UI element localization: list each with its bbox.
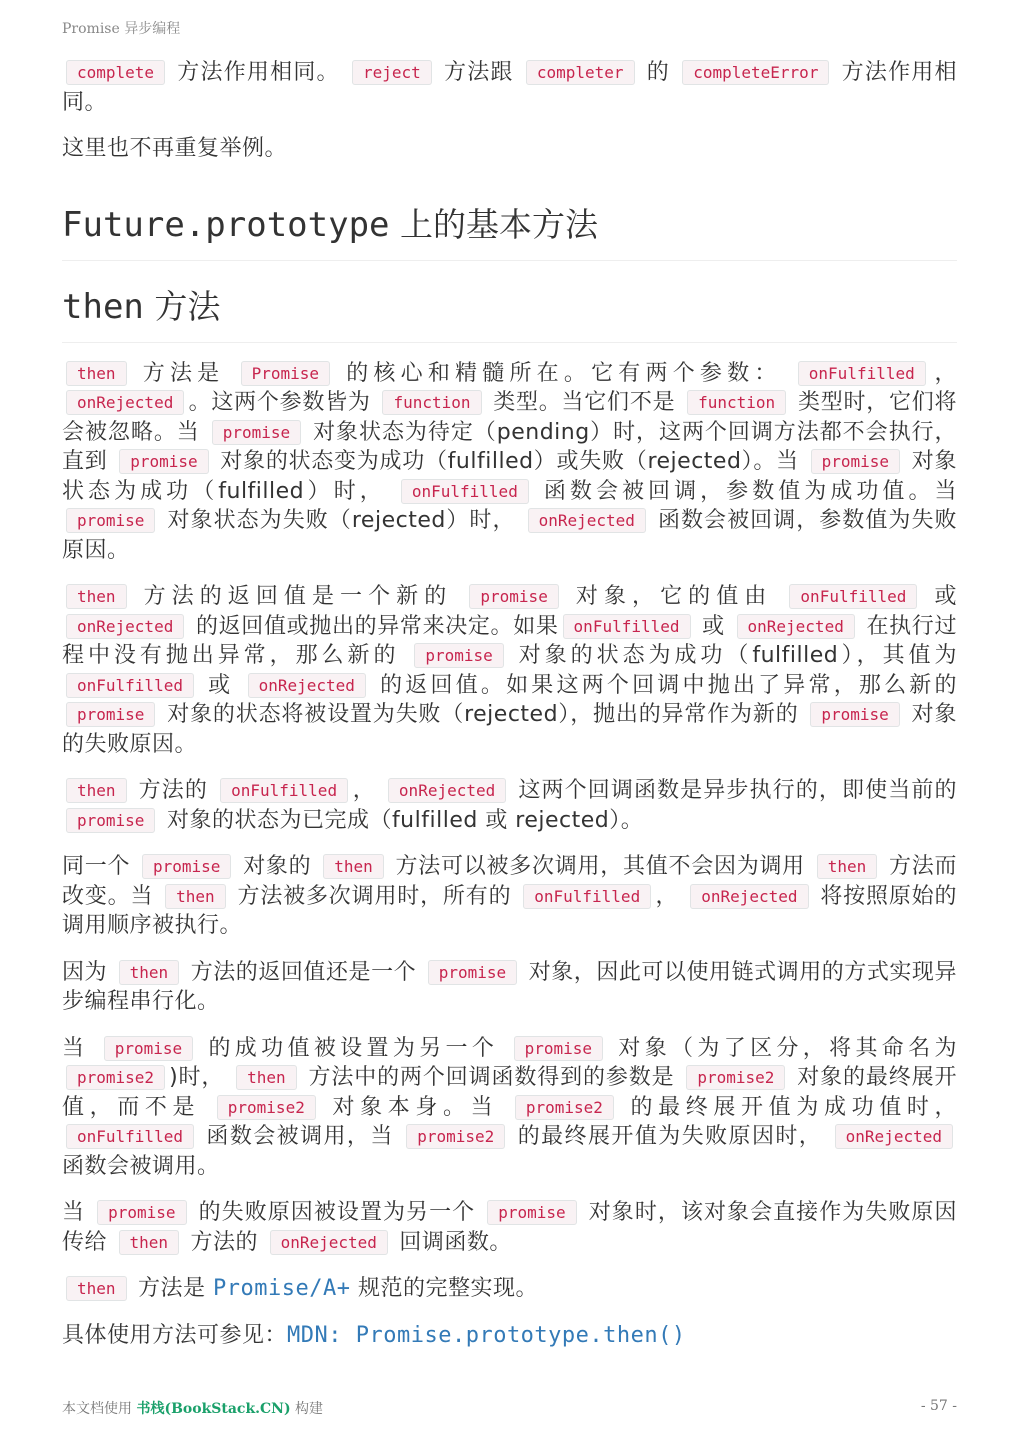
inline-code: promise xyxy=(514,1036,603,1061)
inline-code: promise xyxy=(66,808,155,833)
inline-code: then xyxy=(323,854,384,879)
inline-code: onRejected xyxy=(270,1230,388,1255)
running-header: Promise 异步编程 xyxy=(62,21,181,37)
inline-code: onFulfilled xyxy=(220,778,348,803)
inline-code: then xyxy=(66,361,127,386)
inline-code: then xyxy=(165,884,226,909)
mdn-then-link[interactable]: MDN: Promise.prototype.then() xyxy=(287,1322,686,1348)
inline-code: promise xyxy=(119,449,208,474)
inline-code: promise2 xyxy=(686,1065,785,1090)
inline-code: promise xyxy=(487,1200,576,1225)
bookstack-link[interactable]: 书栈(BookStack.CN) xyxy=(136,1401,291,1417)
inline-code: then xyxy=(66,1276,127,1301)
inline-code: completer xyxy=(526,60,635,85)
inline-code: promise xyxy=(428,960,517,985)
inline-code: promise xyxy=(97,1200,186,1225)
inline-code: promise xyxy=(811,449,900,474)
page-footer: 本文档使用 书栈(BookStack.CN) 构建 - 57 - xyxy=(62,1398,957,1417)
inline-code: onFulfilled xyxy=(798,361,926,386)
inline-code: promise xyxy=(212,420,301,445)
inline-code: onRejected xyxy=(66,614,184,639)
inline-code: promise xyxy=(104,1036,193,1061)
inline-code: onRejected xyxy=(528,508,646,533)
inline-code: then xyxy=(66,584,127,609)
inline-code: function xyxy=(382,390,481,415)
paragraph-then-async: then 方法的 onFulfilled ， onRejected 这两个回调函数是异步执行的，即使当前的 promise 对象的状态为已完成（fulfilled 或 rejected）。 xyxy=(62,776,957,835)
inline-code: onRejected xyxy=(248,673,366,698)
paragraph-then-multiple: 同一个 promise 对象的 then 方法可以被多次调用，其值不会因为调用 then 方法而改变。当 then 方法被多次调用时，所有的 onFulfilled ， onRejected 将按照原始的调用顺序被执行。 xyxy=(62,854,957,938)
inline-code: onFulfilled xyxy=(401,479,529,504)
section-heading-future-prototype: Future.prototype 上的基本方法 xyxy=(62,181,957,261)
promise-aplus-link[interactable]: Promise/A+ xyxy=(213,1276,351,1301)
inline-code: promise xyxy=(810,702,899,727)
inline-code: completeError xyxy=(682,60,829,85)
inline-code: complete xyxy=(66,60,165,85)
inline-code: promise xyxy=(66,702,155,727)
paragraph-then-return: then 方法的返回值是一个新的 promise 对象，它的值由 onFulfilled 或 onRejected 的返回值或抛出的异常来决定。如果 onFulfilled 或 onRejected 在执行过程中没有抛出异常，那么新的 promise 对象的状态为成功（fulfilled），其值为 onFulfilled 或 onRejected 的返回值。如果这两个回调中抛出了异常，那么新的 promise 对象的状态将被设置为失败（rejected），抛出的异常作为新的 promise 对象的失败原因。 xyxy=(62,584,957,757)
inline-code: onRejected xyxy=(66,390,184,415)
inline-code: onRejected xyxy=(737,614,855,639)
paragraph-mdn: 具体使用方法可参见：MDN: Promise.prototype.then() xyxy=(62,1322,686,1348)
inline-code: promise2 xyxy=(515,1095,614,1120)
inline-code: then xyxy=(236,1065,297,1090)
inline-code: onFulfilled xyxy=(563,614,691,639)
document-body xyxy=(62,58,957,1367)
section-heading-then: then 方法 xyxy=(62,261,957,343)
inline-code: onFulfilled xyxy=(66,673,194,698)
page-number: - 57 - xyxy=(920,1398,957,1414)
inline-code: onFulfilled xyxy=(523,884,651,909)
inline-code: Promise xyxy=(241,361,330,386)
inline-code: promise2 xyxy=(406,1124,505,1149)
inline-code: reject xyxy=(352,60,432,85)
inline-code: onRejected xyxy=(388,778,506,803)
inline-code: onFulfilled xyxy=(66,1124,194,1149)
inline-code: then xyxy=(66,778,127,803)
paragraph-spec: then 方法是 Promise/A+ 规范的完整实现。 xyxy=(62,1274,957,1304)
paragraph-then-core: then 方法是 Promise 的核心和精髓所在。它有两个参数： onFulfilled ， onRejected 。这两个参数皆为 function 类型。当它们不是 function 类型时，它们将会被忽略。当 promise 对象状态为待定（pending）时，这两个回调方法都不会执行，直到 promise 对象的状态变为成功（fulfilled）或失败（rejected）。当 promise 对象状态为成功（fulfilled）时， onFulfilled 函数会被回调，参数值为成功值。当 promise 对象状态为失败（rejected）时， onRejected 函数会被回调，参数值为失败原因。 xyxy=(62,360,958,563)
inline-code: function xyxy=(687,390,786,415)
inline-code: promise2 xyxy=(66,1065,165,1090)
inline-code: promise xyxy=(66,508,155,533)
inline-code: promise xyxy=(142,854,231,879)
inline-code: promise2 xyxy=(217,1095,316,1120)
inline-code: then xyxy=(119,960,180,985)
inline-code: onRejected xyxy=(835,1124,953,1149)
paragraph-no-repeat: 这里也不再重复举例。 xyxy=(62,136,288,161)
paragraph-promise-reject: 当 promise 的失败原因被设置为另一个 promise 对象时，该对象会直接作为失败原因传给 then 方法的 onRejected 回调函数。 xyxy=(62,1200,957,1255)
inline-code: onFulfilled xyxy=(789,584,917,609)
inline-code: onRejected xyxy=(690,884,808,909)
inline-code: promise xyxy=(414,643,503,668)
paragraph-complete-reject: complete 方法作用相同。 reject 方法跟 completer 的 completeError 方法作用相同。 xyxy=(62,60,958,115)
inline-code: then xyxy=(119,1230,180,1255)
inline-code: then xyxy=(817,854,878,879)
inline-code: promise xyxy=(469,584,558,609)
paragraph-promise2-success: 当 promise 的成功值被设置为另一个 promise 对象（为了区分，将其命名为 promise2 )时， then 方法中的两个回调函数得到的参数是 promise2 对象的最终展开值，而不是 promise2 对象本身。当 promise2 的最终展开值为成功值时， onFulfilled 函数会被调用，当 promise2 的最终展开值为失败原因时， onRejected 函数会被调用。 xyxy=(62,1035,957,1179)
paragraph-chain: 因为 then 方法的返回值还是一个 promise 对象，因此可以使用链式调用的方式实现异步编程串行化。 xyxy=(62,959,957,1014)
